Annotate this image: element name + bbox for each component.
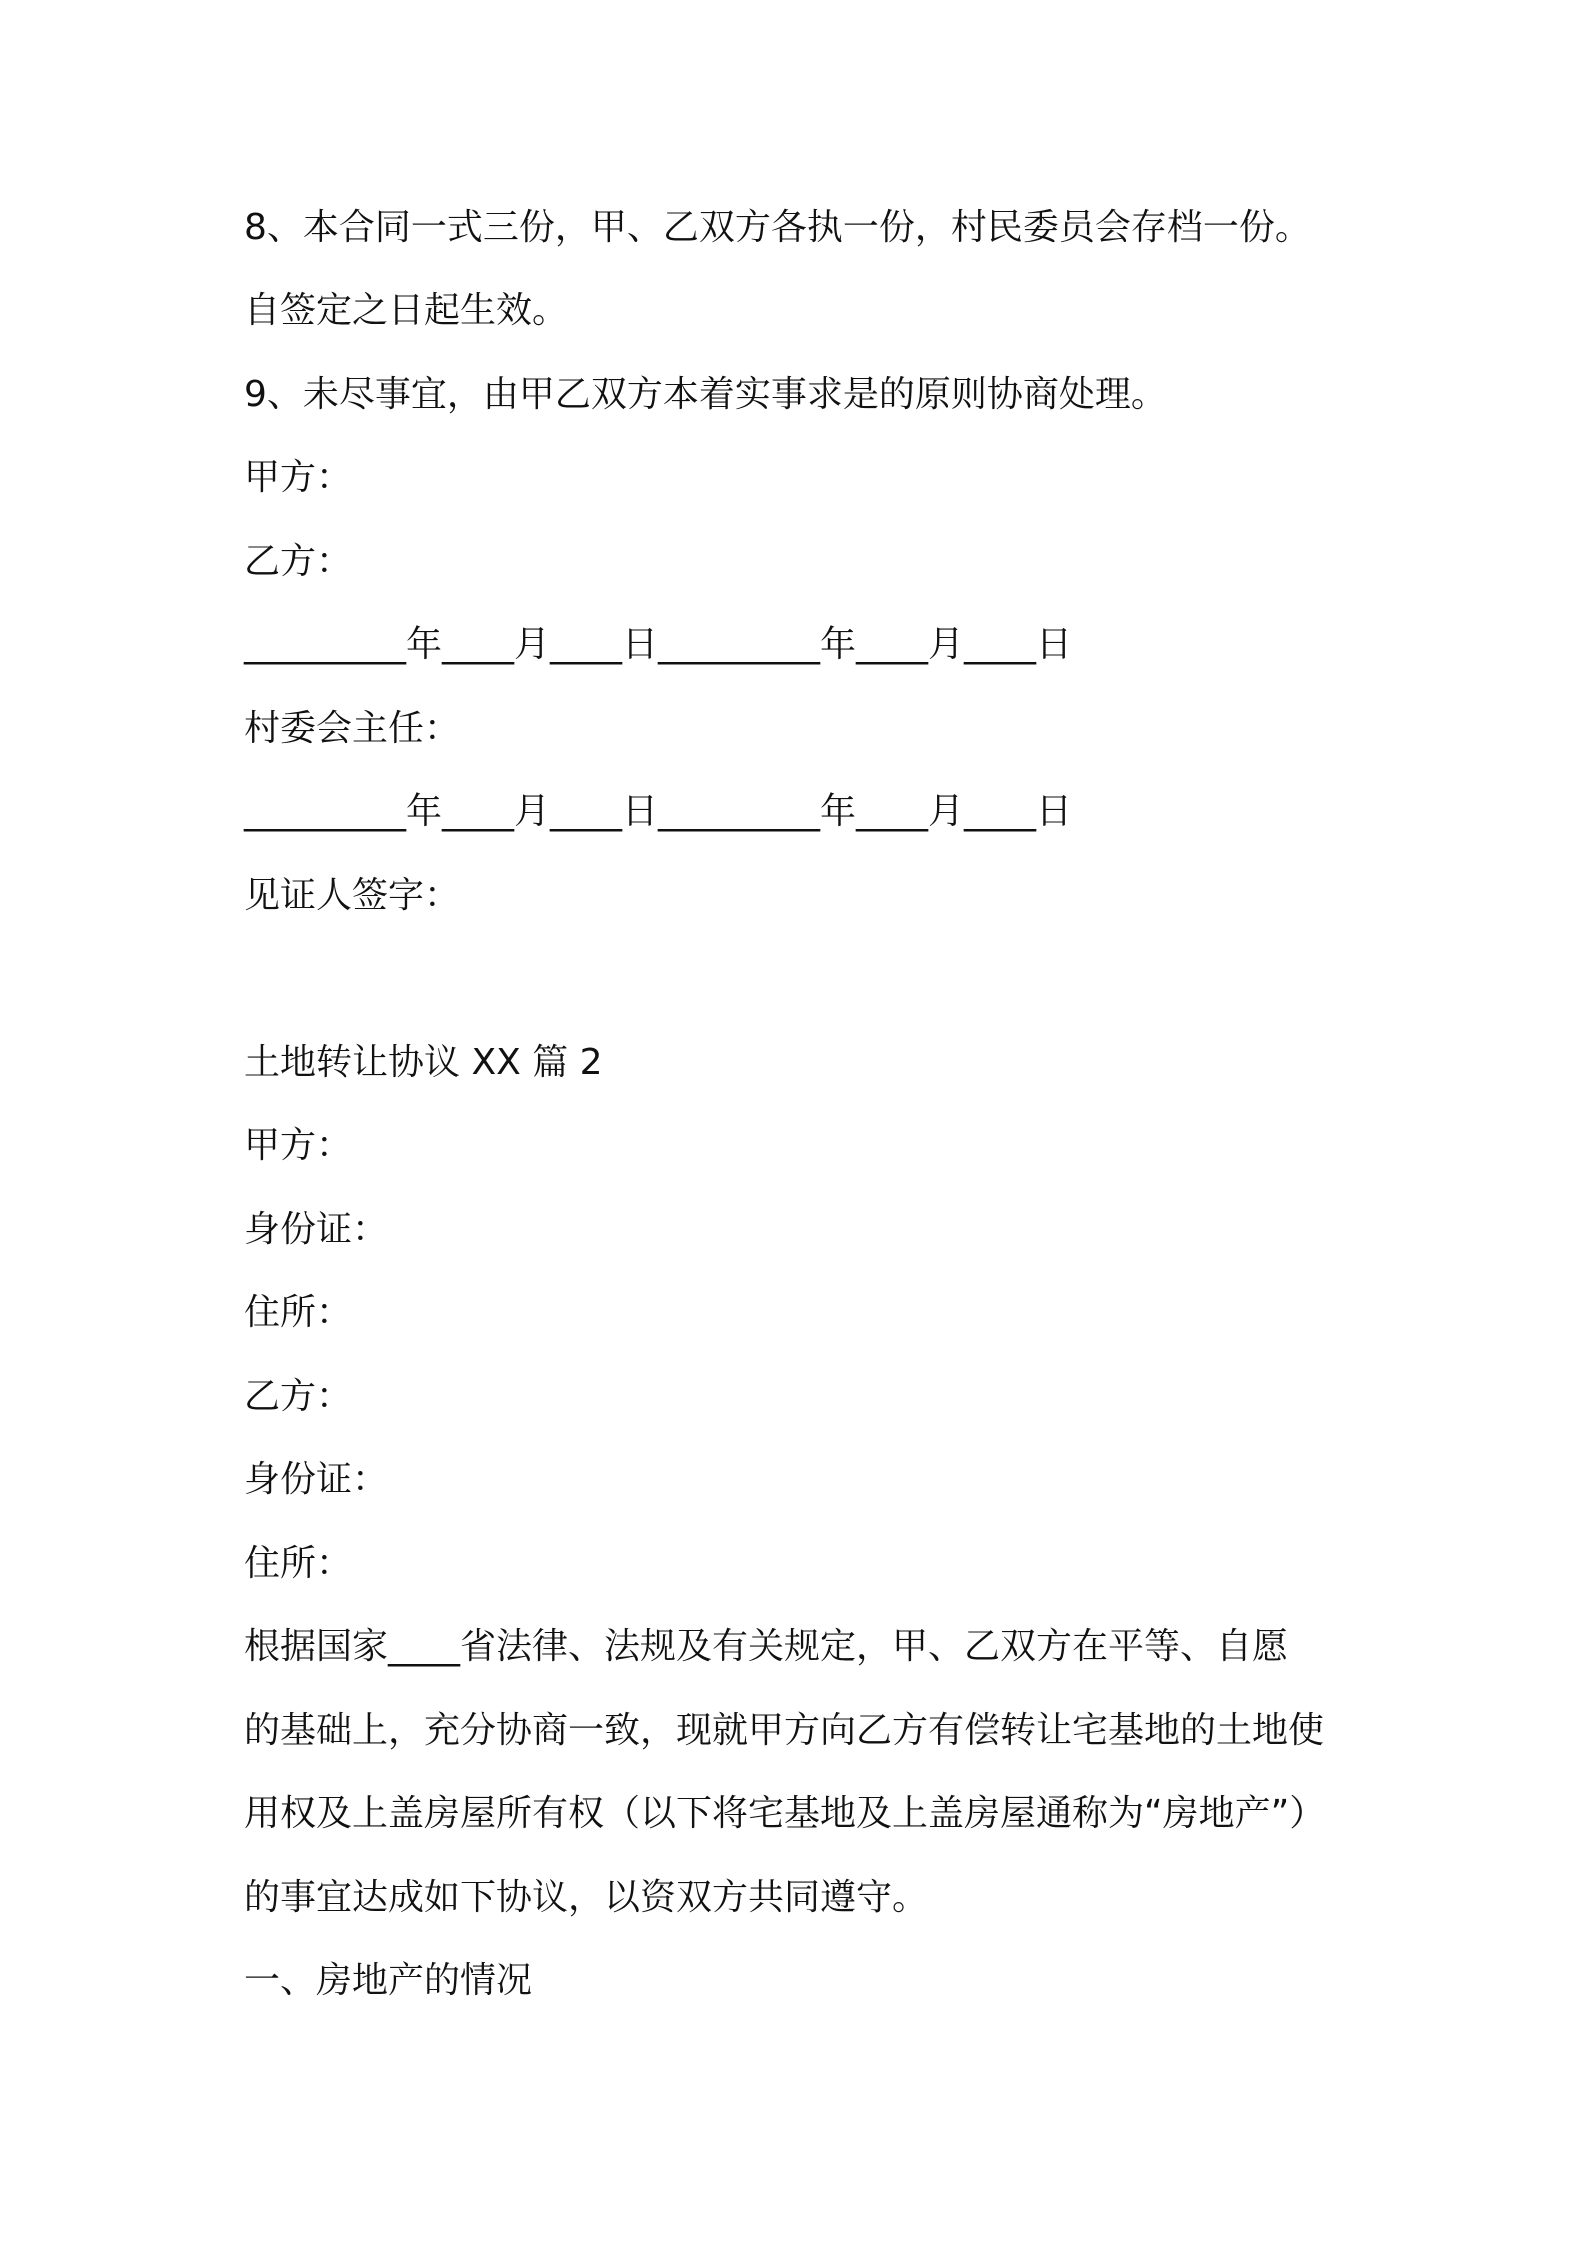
date-line-2: _________年____月____日_________年____月____日 — [244, 791, 1072, 832]
preamble-line-2: 的基础上，充分协商一致，现就甲方向乙方有偿转让宅基地的土地使 — [244, 1710, 1325, 1751]
party-a-label-2: 甲方： — [244, 1125, 353, 1166]
preamble-line-1: 根据国家____省法律、法规及有关规定，甲、乙双方在平等、自愿 — [244, 1626, 1289, 1667]
party-a-id-label: 身份证： — [244, 1209, 389, 1250]
party-b-label: 乙方： — [244, 541, 353, 582]
clause-9: 9、未尽事宜，由甲乙双方本着实事求是的原则协商处理。 — [244, 374, 1167, 415]
party-b-label-2: 乙方： — [244, 1376, 353, 1417]
date-line-1: _________年____月____日_________年____月____日 — [244, 624, 1072, 665]
party-b-address-label: 住所： — [244, 1543, 353, 1584]
clause-8-line-1: 8、本合同一式三份，甲、乙双方各执一份，村民委员会存档一份。 — [244, 207, 1311, 248]
clause-8-line-2: 自签定之日起生效。 — [244, 290, 569, 331]
preamble-line-3: 用权及上盖房屋所有权（以下将宅基地及上盖房屋通称为“房地产”） — [244, 1793, 1326, 1834]
party-b-id-label: 身份证： — [244, 1459, 389, 1500]
section-title: 土地转让协议 XX 篇 2 — [244, 1042, 603, 1083]
heading-property-situation: 一、房地产的情况 — [244, 1960, 533, 2001]
village-director-label: 村委会主任： — [244, 708, 461, 749]
witness-signature-label: 见证人签字： — [244, 875, 461, 916]
party-a-label: 甲方： — [244, 457, 353, 498]
party-a-address-label: 住所： — [244, 1292, 353, 1333]
preamble-line-4: 的事宜达成如下协议，以资双方共同遵守。 — [244, 1877, 929, 1918]
